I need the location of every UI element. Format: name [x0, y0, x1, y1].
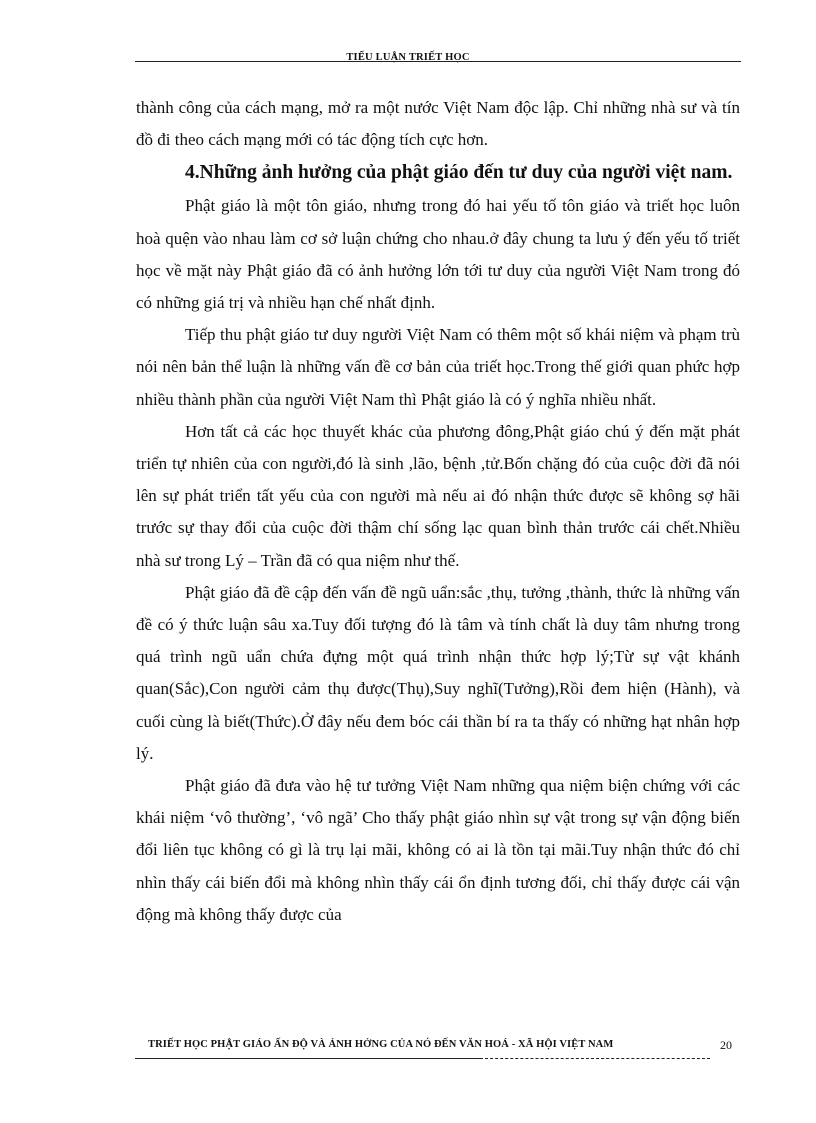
paragraph: Phật giáo đã đưa vào hệ tư tưởng Việt Nam những qua niệm biện chứng với các khái niệm ‘vô thường’, ‘vô ngã’ Cho thấy phật giáo nhìn sự vật trong sự vận động biến đổi liên tục không có gì là trụ lại mãi, không có ai là tồn tại mãi.Tuy nhận thức đó chỉ nhìn thấy cái biến đổi mà không nhìn thấy cái ổn định tương đối, chỉ thấy được cái vận động mà không thấy được của	[136, 776, 740, 924]
header-divider	[135, 61, 741, 62]
running-footer-title: TRIẾT HỌC PHẬT GIÁO ẤN ĐỘ VÀ ẢNH HỞNG CỦA NÓ ĐẾN VĂN HOÁ - XÃ HỘI VIỆT NAM	[148, 1039, 614, 1050]
paragraph: Tiếp thu phật giáo tư duy người Việt Nam có thêm một số khái niệm và phạm trù nói nên bản thể luận là những vấn đề cơ bản của triết học.Trong thế giới quan phức hợp nhiều thành phần của người Việt Nam thì Phật giáo là có ý nghĩa nhiều nhất.	[136, 325, 740, 409]
footer-divider-solid	[135, 1058, 480, 1059]
paragraph: Phật giáo đã đề cập đến vấn đề ngũ uẩn:sắc ,thụ, tưởng ,thành, thức là những vấn đề có ý thức luận sâu xa.Tuy đối tượng đó là tâm và tính chất là duy tâm nhưng trong quá trình ngũ uẩn chứa đựng một quá trình nhận thức hợp lý;Từ sự vật khánh quan(Sắc),Con người cảm thụ được(Thụ),Suy nghĩ(Tưởng),Rồi đem hiện (Hành), và cuối cùng là biết(Thức).Ở đây nếu đem bóc cái thần bí ra ta thấy có những hạt nhân hợp lý.	[136, 582, 740, 763]
paragraph-continuation: thành công của cách mạng, mở ra một nước Việt Nam độc lập. Chỉ những nhà sư và tín đồ đi theo cách mạng mới có tác động tích cực hơn.	[136, 98, 740, 150]
footer-divider-dashed	[480, 1058, 710, 1059]
page-body	[136, 92, 740, 931]
section-heading: 4.Những ảnh hưởng của phật giáo đến tư duy của người việt nam.	[185, 162, 733, 184]
running-header-title: TIỂU LUẬN TRIẾT HỌC	[346, 52, 470, 63]
paragraph: Hơn tất cả các học thuyết khác của phương đông,Phật giáo chú ý đến mặt phát triển tự nhiên của con người,đó là sinh ,lão, bệnh ,tử.Bốn chặng đó của cuộc đời đã nói lên sự phát triển tất yếu của con người mà nếu ai đó nhận thức được sẽ không sợ hãi trước sự thay đổi của cuộc đời thậm chí sống lạc quan bình thản trước cái chết.Nhiều nhà sư trong Lý – Trần đã có qua niệm như thế.	[136, 421, 740, 570]
page-number: 20	[720, 1038, 732, 1052]
paragraph: Phật giáo là một tôn giáo, nhưng trong đó hai yếu tố tôn giáo và triết học luôn hoà quện vào nhau làm cơ sở luận chứng cho nhau.ở đây chung ta lưu ý đến yếu tố triết học về mặt này Phật giáo đã có ảnh hưởng lớn tới tư duy của người Việt Nam trong đó có những giá trị và nhiều hạn chế nhất định.	[136, 196, 740, 313]
